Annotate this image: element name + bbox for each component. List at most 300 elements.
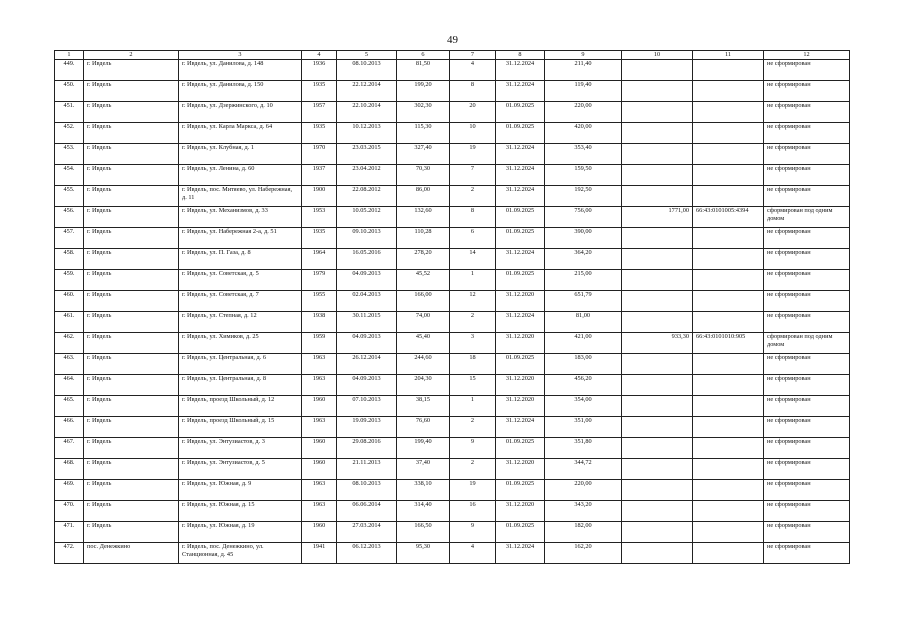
value-cell: 364,20: [545, 249, 622, 270]
area-cell: 302,30: [397, 102, 450, 123]
settlement-cell: г. Ивдель: [84, 354, 179, 375]
settlement-cell: г. Ивдель: [84, 102, 179, 123]
table-row: [55, 165, 850, 186]
row-number-cell: 450.: [55, 81, 84, 102]
address-cell: г. Ивдель, ул. Степная, д. 12: [179, 312, 302, 333]
area-cell: 166,00: [397, 291, 450, 312]
date-cell: 23.04.2012: [337, 165, 397, 186]
residents-count-cell: 8: [450, 207, 496, 228]
area-cell: 86,00: [397, 186, 450, 207]
settlement-cell: г. Ивдель: [84, 480, 179, 501]
deadline-cell: 31.12.2020: [496, 291, 545, 312]
land-area-cell: [622, 291, 693, 312]
column-header: 2: [84, 51, 179, 60]
housing-registry-table: [54, 50, 850, 564]
status-cell: не сформирован: [764, 312, 850, 333]
table-row: [55, 354, 850, 375]
row-number-cell: 459.: [55, 270, 84, 291]
area-cell: 70,30: [397, 165, 450, 186]
year-cell: 1963: [302, 501, 337, 522]
value-cell: 651,79: [545, 291, 622, 312]
residents-count-cell: 2: [450, 312, 496, 333]
address-cell: г. Ивдель, ул. Советская, д. 5: [179, 270, 302, 291]
land-area-cell: [622, 249, 693, 270]
settlement-cell: г. Ивдель: [84, 396, 179, 417]
deadline-cell: 31.12.2024: [496, 81, 545, 102]
column-header: 8: [496, 51, 545, 60]
residents-count-cell: 1: [450, 270, 496, 291]
land-area-cell: [622, 102, 693, 123]
land-area-cell: [622, 165, 693, 186]
status-cell: не сформирован: [764, 228, 850, 249]
settlement-cell: г. Ивдель: [84, 144, 179, 165]
year-cell: 1938: [302, 312, 337, 333]
land-area-cell: [622, 438, 693, 459]
value-cell: 390,00: [545, 228, 622, 249]
area-cell: 327,40: [397, 144, 450, 165]
area-cell: 45,40: [397, 333, 450, 354]
settlement-cell: г. Ивдель: [84, 165, 179, 186]
status-cell: не сформирован: [764, 375, 850, 396]
table-row: [55, 102, 850, 123]
cadastral-number-cell: 66:43:0101005:4394: [693, 207, 764, 228]
date-cell: 10.12.2013: [337, 123, 397, 144]
residents-count-cell: 19: [450, 144, 496, 165]
deadline-cell: 01.09.2025: [496, 123, 545, 144]
page-number: 49: [447, 34, 458, 46]
year-cell: 1937: [302, 165, 337, 186]
residents-count-cell: 16: [450, 501, 496, 522]
deadline-cell: 01.09.2025: [496, 522, 545, 543]
date-cell: 04.09.2013: [337, 333, 397, 354]
status-cell: сформирован под одним домом: [764, 207, 850, 228]
year-cell: 1955: [302, 291, 337, 312]
column-header: 6: [397, 51, 450, 60]
value-cell: 162,20: [545, 543, 622, 564]
land-area-cell: [622, 459, 693, 480]
row-number-cell: 455.: [55, 186, 84, 207]
land-area-cell: [622, 144, 693, 165]
year-cell: 1960: [302, 438, 337, 459]
address-cell: г. Ивдель, ул. Химиков, д. 25: [179, 333, 302, 354]
status-cell: не сформирован: [764, 123, 850, 144]
row-number-cell: 464.: [55, 375, 84, 396]
table-row: [55, 123, 850, 144]
column-header: 10: [622, 51, 693, 60]
table-row: [55, 186, 850, 207]
residents-count-cell: 7: [450, 165, 496, 186]
row-number-cell: 467.: [55, 438, 84, 459]
land-area-cell: 933,30: [622, 333, 693, 354]
date-cell: 10.05.2012: [337, 207, 397, 228]
deadline-cell: 31.12.2024: [496, 144, 545, 165]
deadline-cell: 31.12.2020: [496, 459, 545, 480]
value-cell: 119,40: [545, 81, 622, 102]
value-cell: 183,00: [545, 354, 622, 375]
address-cell: г. Ивдель, ул. Клубная, д. 1: [179, 144, 302, 165]
row-number-cell: 458.: [55, 249, 84, 270]
column-header: 12: [764, 51, 850, 60]
year-cell: 1963: [302, 417, 337, 438]
address-cell: г. Ивдель, пос. Митяево, ул. Набережная, д. 11: [179, 186, 302, 207]
status-cell: не сформирован: [764, 60, 850, 81]
land-area-cell: [622, 354, 693, 375]
year-cell: 1970: [302, 144, 337, 165]
row-number-cell: 468.: [55, 459, 84, 480]
row-number-cell: 461.: [55, 312, 84, 333]
status-cell: не сформирован: [764, 249, 850, 270]
value-cell: 215,00: [545, 270, 622, 291]
land-area-cell: 1771,00: [622, 207, 693, 228]
status-cell: не сформирован: [764, 543, 850, 564]
status-cell: сформирован под одним домом: [764, 333, 850, 354]
table-row: [55, 312, 850, 333]
residents-count-cell: 4: [450, 60, 496, 81]
table-row: [55, 81, 850, 102]
status-cell: не сформирован: [764, 270, 850, 291]
date-cell: 30.11.2015: [337, 312, 397, 333]
table-row: [55, 459, 850, 480]
date-cell: 06.12.2013: [337, 543, 397, 564]
settlement-cell: г. Ивдель: [84, 501, 179, 522]
value-cell: 354,00: [545, 396, 622, 417]
table-row: [55, 480, 850, 501]
land-area-cell: [622, 270, 693, 291]
area-cell: 38,15: [397, 396, 450, 417]
row-number-cell: 453.: [55, 144, 84, 165]
row-number-cell: 451.: [55, 102, 84, 123]
year-cell: 1960: [302, 459, 337, 480]
cadastral-number-cell: [693, 123, 764, 144]
residents-count-cell: 8: [450, 81, 496, 102]
deadline-cell: 31.12.2020: [496, 333, 545, 354]
area-cell: 95,30: [397, 543, 450, 564]
year-cell: 1935: [302, 123, 337, 144]
status-cell: не сформирован: [764, 459, 850, 480]
area-cell: 204,30: [397, 375, 450, 396]
settlement-cell: г. Ивдель: [84, 228, 179, 249]
settlement-cell: г. Ивдель: [84, 312, 179, 333]
deadline-cell: 31.12.2024: [496, 165, 545, 186]
date-cell: 19.09.2013: [337, 417, 397, 438]
date-cell: 22.08.2012: [337, 186, 397, 207]
address-cell: г. Ивдель, ул. П. Газа, д. 8: [179, 249, 302, 270]
row-number-cell: 456.: [55, 207, 84, 228]
cadastral-number-cell: [693, 186, 764, 207]
year-cell: 1960: [302, 522, 337, 543]
cadastral-number-cell: [693, 438, 764, 459]
residents-count-cell: 14: [450, 249, 496, 270]
cadastral-number-cell: [693, 459, 764, 480]
deadline-cell: 31.12.2024: [496, 186, 545, 207]
year-cell: 1960: [302, 396, 337, 417]
land-area-cell: [622, 375, 693, 396]
status-cell: не сформирован: [764, 102, 850, 123]
settlement-cell: пос. Денежкино: [84, 543, 179, 564]
residents-count-cell: 9: [450, 522, 496, 543]
cadastral-number-cell: [693, 375, 764, 396]
cadastral-number-cell: [693, 102, 764, 123]
address-cell: г. Ивдель, ул. Механизмов, д. 33: [179, 207, 302, 228]
status-cell: не сформирован: [764, 186, 850, 207]
residents-count-cell: 2: [450, 417, 496, 438]
settlement-cell: г. Ивдель: [84, 207, 179, 228]
address-cell: г. Ивдель, ул. Дзержинского, д. 10: [179, 102, 302, 123]
cadastral-number-cell: [693, 480, 764, 501]
deadline-cell: 31.12.2024: [496, 543, 545, 564]
table-row: [55, 501, 850, 522]
year-cell: 1953: [302, 207, 337, 228]
value-cell: 351,80: [545, 438, 622, 459]
area-cell: 314,40: [397, 501, 450, 522]
date-cell: 08.10.2013: [337, 480, 397, 501]
table-row: [55, 438, 850, 459]
residents-count-cell: 1: [450, 396, 496, 417]
value-cell: 344,72: [545, 459, 622, 480]
table-row: [55, 228, 850, 249]
address-cell: г. Ивдель, проезд Школьный, д. 12: [179, 396, 302, 417]
date-cell: 06.06.2014: [337, 501, 397, 522]
value-cell: 182,00: [545, 522, 622, 543]
area-cell: 110,28: [397, 228, 450, 249]
column-header: 1: [55, 51, 84, 60]
cadastral-number-cell: [693, 417, 764, 438]
table-row: [55, 291, 850, 312]
address-cell: г. Ивдель, ул. Ленина, д. 60: [179, 165, 302, 186]
area-cell: 278,20: [397, 249, 450, 270]
row-number-cell: 462.: [55, 333, 84, 354]
table-row: [55, 417, 850, 438]
date-cell: 21.11.2013: [337, 459, 397, 480]
date-cell: 04.09.2013: [337, 375, 397, 396]
year-cell: 1935: [302, 81, 337, 102]
value-cell: 421,00: [545, 333, 622, 354]
column-header: 9: [545, 51, 622, 60]
date-cell: 09.10.2013: [337, 228, 397, 249]
residents-count-cell: 19: [450, 480, 496, 501]
value-cell: 353,40: [545, 144, 622, 165]
row-number-cell: 457.: [55, 228, 84, 249]
year-cell: 1963: [302, 480, 337, 501]
land-area-cell: [622, 501, 693, 522]
area-cell: 199,40: [397, 438, 450, 459]
address-cell: г. Ивдель, ул. Карла Маркса, д. 64: [179, 123, 302, 144]
value-cell: 351,00: [545, 417, 622, 438]
date-cell: 22.10.2014: [337, 102, 397, 123]
table-row: [55, 333, 850, 354]
date-cell: 02.04.2013: [337, 291, 397, 312]
address-cell: г. Ивдель, ул. Данилова, д. 148: [179, 60, 302, 81]
cadastral-number-cell: [693, 522, 764, 543]
table-row: [55, 522, 850, 543]
settlement-cell: г. Ивдель: [84, 459, 179, 480]
cadastral-number-cell: 66:43:0101010:905: [693, 333, 764, 354]
area-cell: 74,00: [397, 312, 450, 333]
table-row: [55, 207, 850, 228]
table-row: [55, 396, 850, 417]
cadastral-number-cell: [693, 354, 764, 375]
residents-count-cell: 12: [450, 291, 496, 312]
table-row: [55, 270, 850, 291]
cadastral-number-cell: [693, 396, 764, 417]
row-number-cell: 454.: [55, 165, 84, 186]
deadline-cell: 31.12.2024: [496, 60, 545, 81]
residents-count-cell: 20: [450, 102, 496, 123]
area-cell: 132,60: [397, 207, 450, 228]
residents-count-cell: 15: [450, 375, 496, 396]
row-number-cell: 471.: [55, 522, 84, 543]
date-cell: 26.12.2014: [337, 354, 397, 375]
row-number-cell: 466.: [55, 417, 84, 438]
area-cell: 45,52: [397, 270, 450, 291]
column-header: 3: [179, 51, 302, 60]
deadline-cell: 01.09.2025: [496, 438, 545, 459]
status-cell: не сформирован: [764, 144, 850, 165]
status-cell: не сформирован: [764, 480, 850, 501]
area-cell: 37,40: [397, 459, 450, 480]
deadline-cell: 31.12.2020: [496, 375, 545, 396]
land-area-cell: [622, 60, 693, 81]
land-area-cell: [622, 123, 693, 144]
date-cell: 07.10.2013: [337, 396, 397, 417]
land-area-cell: [622, 228, 693, 249]
status-cell: не сформирован: [764, 417, 850, 438]
year-cell: 1963: [302, 375, 337, 396]
status-cell: не сформирован: [764, 291, 850, 312]
status-cell: не сформирован: [764, 438, 850, 459]
address-cell: г. Ивдель, ул. Центральная, д. 6: [179, 354, 302, 375]
cadastral-number-cell: [693, 60, 764, 81]
area-cell: 81,50: [397, 60, 450, 81]
status-cell: не сформирован: [764, 522, 850, 543]
column-header: 11: [693, 51, 764, 60]
row-number-cell: 463.: [55, 354, 84, 375]
cadastral-number-cell: [693, 144, 764, 165]
address-cell: г. Ивдель, ул. Энтузиастов, д. 5: [179, 459, 302, 480]
deadline-cell: 31.12.2024: [496, 249, 545, 270]
column-header: 5: [337, 51, 397, 60]
row-number-cell: 460.: [55, 291, 84, 312]
table-row: [55, 144, 850, 165]
value-cell: 81,00: [545, 312, 622, 333]
settlement-cell: г. Ивдель: [84, 186, 179, 207]
year-cell: 1941: [302, 543, 337, 564]
settlement-cell: г. Ивдель: [84, 81, 179, 102]
date-cell: 08.10.2013: [337, 60, 397, 81]
date-cell: 04.09.2013: [337, 270, 397, 291]
value-cell: 456,20: [545, 375, 622, 396]
cadastral-number-cell: [693, 228, 764, 249]
cadastral-number-cell: [693, 543, 764, 564]
year-cell: 1957: [302, 102, 337, 123]
deadline-cell: 01.09.2025: [496, 228, 545, 249]
settlement-cell: г. Ивдель: [84, 60, 179, 81]
settlement-cell: г. Ивдель: [84, 249, 179, 270]
table-row: [55, 249, 850, 270]
row-number-cell: 470.: [55, 501, 84, 522]
row-number-cell: 449.: [55, 60, 84, 81]
value-cell: 220,00: [545, 480, 622, 501]
land-area-cell: [622, 480, 693, 501]
value-cell: 192,50: [545, 186, 622, 207]
date-cell: 16.05.2016: [337, 249, 397, 270]
area-cell: 244,60: [397, 354, 450, 375]
year-cell: 1963: [302, 354, 337, 375]
deadline-cell: 31.12.2020: [496, 396, 545, 417]
row-number-cell: 452.: [55, 123, 84, 144]
residents-count-cell: 4: [450, 543, 496, 564]
year-cell: 1936: [302, 60, 337, 81]
table-row: [55, 543, 850, 564]
settlement-cell: г. Ивдель: [84, 333, 179, 354]
address-cell: г. Ивдель, ул. Центральная, д. 8: [179, 375, 302, 396]
area-cell: 338,10: [397, 480, 450, 501]
area-cell: 115,30: [397, 123, 450, 144]
residents-count-cell: 2: [450, 459, 496, 480]
settlement-cell: г. Ивдель: [84, 375, 179, 396]
settlement-cell: г. Ивдель: [84, 522, 179, 543]
status-cell: не сформирован: [764, 81, 850, 102]
residents-count-cell: 2: [450, 186, 496, 207]
residents-count-cell: 6: [450, 228, 496, 249]
address-cell: г. Ивдель, ул. Данилова, д. 150: [179, 81, 302, 102]
cadastral-number-cell: [693, 249, 764, 270]
status-cell: не сформирован: [764, 501, 850, 522]
deadline-cell: 01.09.2025: [496, 270, 545, 291]
row-number-cell: 469.: [55, 480, 84, 501]
settlement-cell: г. Ивдель: [84, 417, 179, 438]
residents-count-cell: 9: [450, 438, 496, 459]
settlement-cell: г. Ивдель: [84, 438, 179, 459]
address-cell: г. Ивдель, проезд Школьный, д. 15: [179, 417, 302, 438]
cadastral-number-cell: [693, 312, 764, 333]
year-cell: 1935: [302, 228, 337, 249]
deadline-cell: 31.12.2020: [496, 501, 545, 522]
year-cell: 1979: [302, 270, 337, 291]
address-cell: г. Ивдель, ул. Энтузиастов, д. 3: [179, 438, 302, 459]
cadastral-number-cell: [693, 270, 764, 291]
settlement-cell: г. Ивдель: [84, 270, 179, 291]
land-area-cell: [622, 543, 693, 564]
address-cell: г. Ивдель, ул. Южная, д. 15: [179, 501, 302, 522]
table-body: [55, 60, 850, 564]
deadline-cell: 01.09.2025: [496, 102, 545, 123]
area-cell: 199,20: [397, 81, 450, 102]
address-cell: г. Ивдель, ул. Советская, д. 7: [179, 291, 302, 312]
area-cell: 76,60: [397, 417, 450, 438]
address-cell: г. Ивдель, ул. Южная, д. 9: [179, 480, 302, 501]
date-cell: 22.12.2014: [337, 81, 397, 102]
year-cell: 1964: [302, 249, 337, 270]
deadline-cell: 01.09.2025: [496, 354, 545, 375]
value-cell: 343,20: [545, 501, 622, 522]
land-area-cell: [622, 312, 693, 333]
cadastral-number-cell: [693, 81, 764, 102]
land-area-cell: [622, 186, 693, 207]
table-row: [55, 375, 850, 396]
row-number-cell: 465.: [55, 396, 84, 417]
table-row: [55, 60, 850, 81]
status-cell: не сформирован: [764, 165, 850, 186]
land-area-cell: [622, 396, 693, 417]
cadastral-number-cell: [693, 501, 764, 522]
land-area-cell: [622, 522, 693, 543]
cadastral-number-cell: [693, 165, 764, 186]
deadline-cell: 31.12.2024: [496, 417, 545, 438]
residents-count-cell: 18: [450, 354, 496, 375]
residents-count-cell: 3: [450, 333, 496, 354]
date-cell: 23.03.2015: [337, 144, 397, 165]
